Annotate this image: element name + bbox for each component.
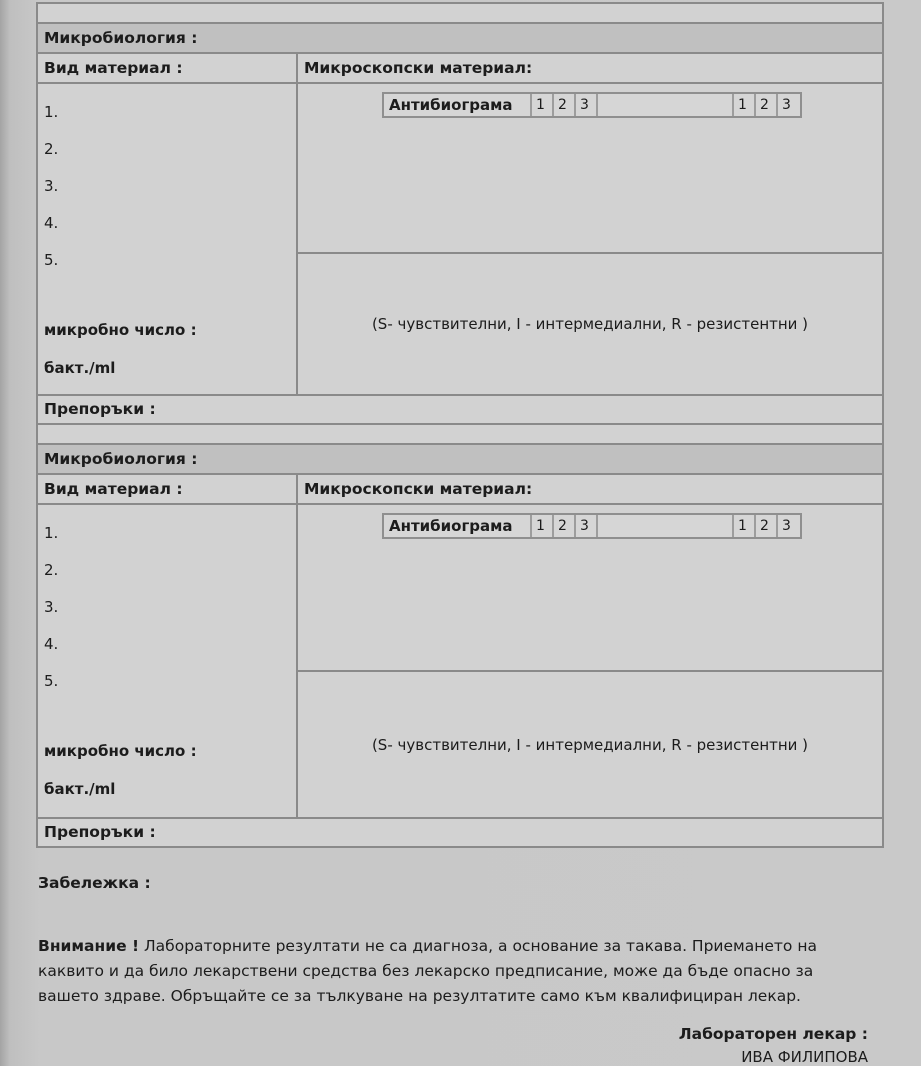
doctor-name: ИВА ФИЛИПОВА (741, 1048, 868, 1066)
material-line: 5. (44, 672, 59, 690)
note-label: Забележка : (38, 874, 151, 892)
microscopy-material-header: Микроскопски материал: (304, 480, 533, 498)
material-list-cell (38, 84, 298, 394)
sir-legend: (S- чувствителни, I - интермедиални, R - резистентни ) (298, 252, 882, 394)
antibiogram-col-2: 2 (554, 94, 576, 116)
bact-per-ml-label: бакт./ml (44, 359, 116, 377)
material-list-cell (38, 505, 298, 817)
signature-block (36, 1025, 884, 1066)
section-body-row (38, 505, 882, 819)
material-line: 3. (44, 177, 59, 195)
antibiogram-col-3: 3 (576, 515, 598, 537)
antibiogram-cell (298, 84, 882, 252)
antibiogram-cell (298, 505, 882, 670)
antibiogram-col-1b: 1 (734, 515, 756, 537)
antibiogram-label: Антибиограма (384, 515, 532, 537)
antibiogram-empty-cell (598, 94, 734, 116)
material-line: 3. (44, 598, 59, 616)
microbial-count-label: микробно число : (44, 321, 197, 339)
doctor-label: Лабораторен лекар : (678, 1025, 868, 1043)
antibiogram-col-3b: 3 (782, 97, 791, 113)
column-headers-row (38, 54, 882, 84)
material-line: 2. (44, 140, 59, 158)
previous-table-cutoff-row (36, 2, 884, 22)
warning-line: вашето здраве. Обръщайте се за тълкуване на резултатите само към квалифициран лекар. (38, 987, 801, 1005)
column-headers-row (38, 475, 882, 505)
material-line: 1. (44, 524, 59, 542)
material-line: 1. (44, 103, 59, 121)
report-content (36, 2, 884, 1066)
antibiogram-column (298, 84, 882, 394)
antibiogram-col-1: 1 (532, 515, 554, 537)
section-title: Микробиология : (38, 24, 882, 54)
warning-line: каквито и да било лекарствени средства без лекарско предписание, може да бъде опасно за (38, 962, 814, 980)
warning-paragraph (38, 934, 868, 1009)
material-line: 5. (44, 251, 59, 269)
antibiogram-empty-cell (598, 515, 734, 537)
antibiogram-col-2b: 2 (756, 515, 778, 537)
material-type-header: Вид материал : (38, 475, 298, 503)
microbial-count-label: микробно число : (44, 742, 197, 760)
recommendations-label: Препоръки : (44, 400, 156, 418)
warning-label: Внимание ! (38, 937, 140, 955)
microbiology-section-1 (36, 22, 884, 425)
warning-line: Лабораторните резултати не са диагноза, а основание за такава. Приемането на (144, 937, 817, 955)
sir-legend: (S- чувствителни, I - интермедиални, R - резистентни ) (298, 670, 882, 817)
material-line: 4. (44, 635, 59, 653)
material-line: 4. (44, 214, 59, 232)
recommendations-label: Препоръки : (44, 823, 156, 841)
antibiogram-col-3b: 3 (782, 518, 791, 534)
antibiogram-column (298, 505, 882, 817)
section-body-row (38, 84, 882, 396)
microscopy-material-header: Микроскопски материал: (304, 59, 533, 77)
bact-per-ml-label: бакт./ml (44, 780, 116, 798)
antibiogram-table (382, 513, 802, 539)
microbiology-section-2 (36, 443, 884, 848)
antibiogram-col-1: 1 (532, 94, 554, 116)
antibiogram-label: Антибиограма (384, 94, 532, 116)
material-type-header: Вид материал : (38, 54, 298, 82)
antibiogram-col-1b: 1 (734, 94, 756, 116)
antibiogram-table (382, 92, 802, 118)
section-title: Микробиология : (38, 445, 882, 475)
between-tables-spacer-row (36, 425, 884, 443)
antibiogram-col-3: 3 (576, 94, 598, 116)
antibiogram-col-2: 2 (554, 515, 576, 537)
antibiogram-col-2b: 2 (756, 94, 778, 116)
material-line: 2. (44, 561, 59, 579)
